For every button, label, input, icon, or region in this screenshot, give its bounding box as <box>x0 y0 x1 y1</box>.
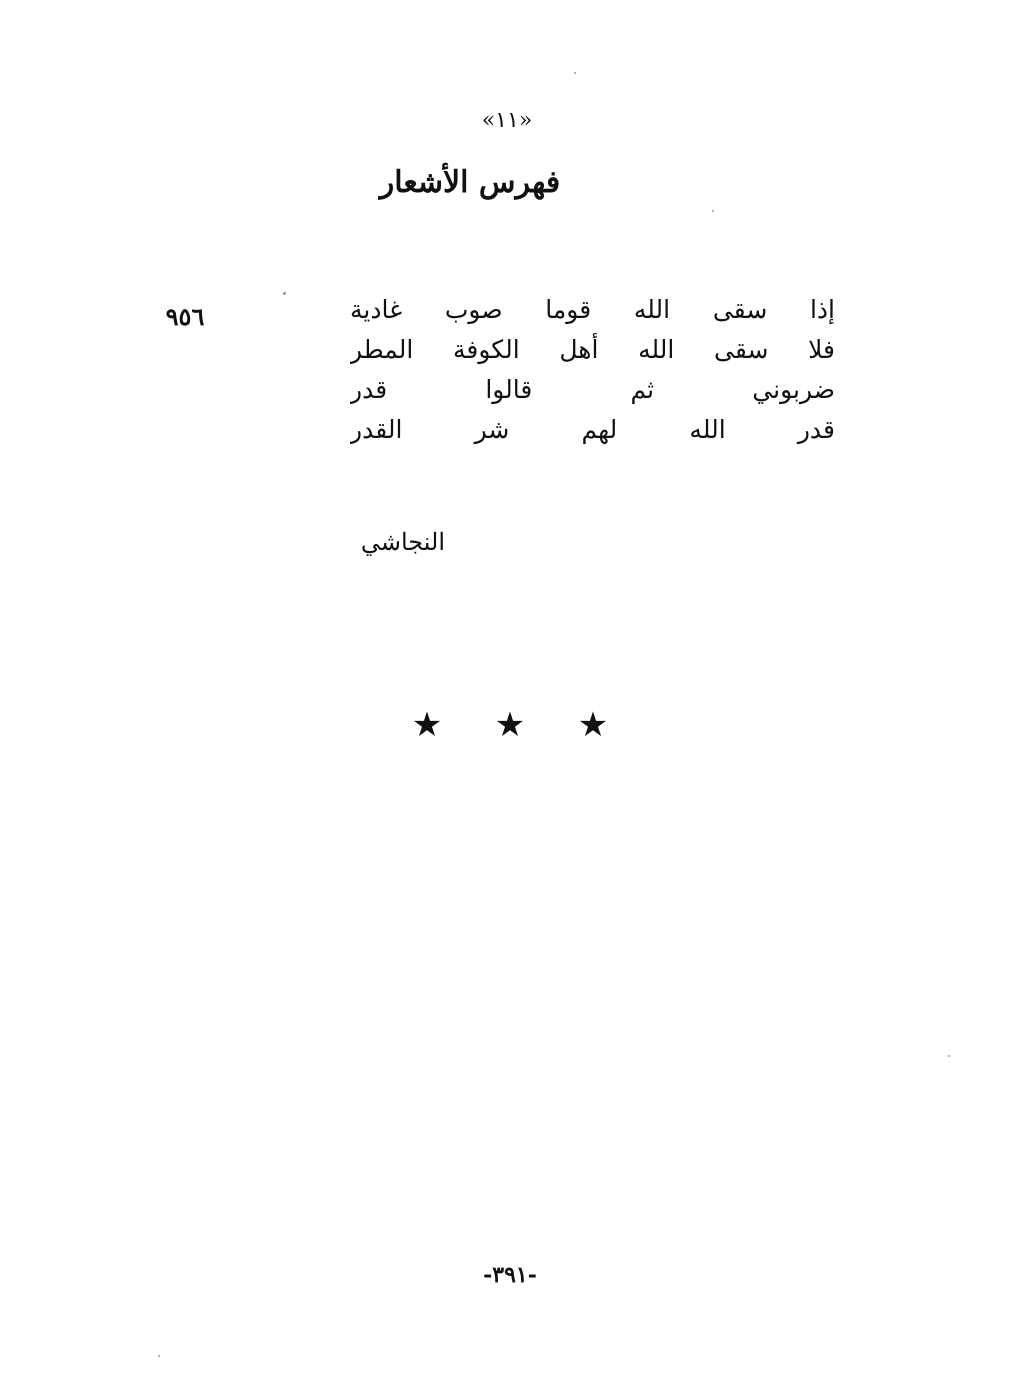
poem-verses <box>350 290 835 470</box>
scan-speck <box>574 72 576 74</box>
scan-speck <box>712 210 714 212</box>
section-number: «١١» <box>481 108 533 133</box>
entry-number: ٩٥٦ <box>165 302 205 331</box>
poet-name: النجاشي <box>360 528 445 556</box>
verse-line: قدر الله لهم شر القدر <box>350 415 835 444</box>
scan-speck <box>283 292 286 295</box>
star-icon: ★ <box>411 705 443 745</box>
verse-line: إذا سقى الله قوما صوب غادية <box>350 295 835 324</box>
scan-speck <box>158 1355 160 1357</box>
scan-speck <box>948 1055 950 1057</box>
star-icon: ★ <box>494 705 526 745</box>
verse-line: فلا سقى الله أهل الكوفة المطر <box>350 335 835 364</box>
section-divider <box>405 700 615 750</box>
verse-line: ضربوني ثم قالوا قدر <box>350 375 835 404</box>
star-icon: ★ <box>577 705 609 745</box>
page-title: فهرس الأشعار <box>379 165 561 200</box>
page-number: -٣٩١- <box>483 1262 537 1288</box>
